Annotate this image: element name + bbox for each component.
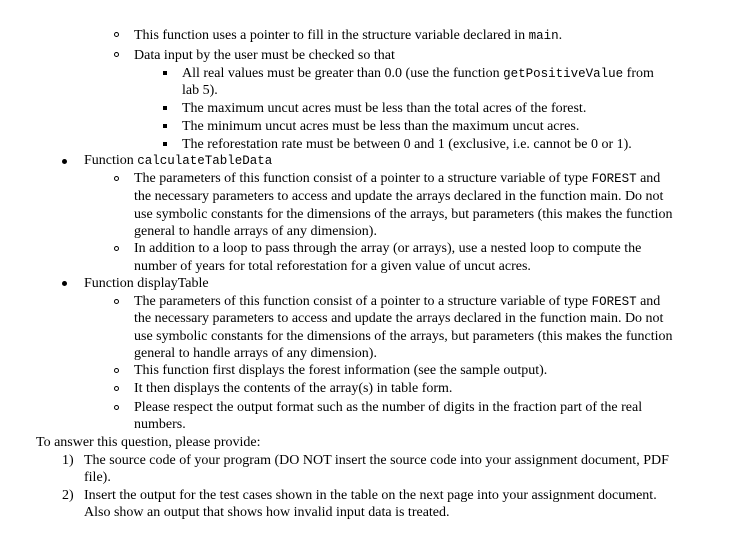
answer-heading: To answer this question, please provide:: [36, 435, 261, 450]
text-line: use symbolic constants for the dimensions of the arrays, but parameters (this makes the function: [134, 329, 673, 344]
section-heading: Function displayTable: [84, 276, 209, 291]
sub-bullet: [114, 405, 119, 410]
main-bullet: [62, 159, 67, 164]
text-line: Please respect the output format such as the number of digits in the fraction part of the real: [134, 400, 643, 415]
text-line: use symbolic constants for the dimensions of the arrays, but parameters (this makes the function: [134, 207, 673, 222]
text-line: All real values must be greater than 0.0 (use the function getPositiveValue from: [182, 66, 654, 81]
text-line: This function uses a pointer to fill in the structure variable declared in main.: [134, 28, 563, 43]
square-bullet: [163, 124, 167, 128]
text-line: number of years for total reforestation for a given value of uncut acres.: [134, 259, 531, 274]
square-bullet: [163, 71, 167, 75]
sub-bullet: [114, 368, 119, 373]
text-line: The minimum uncut acres must be less than the maximum uncut acres.: [182, 119, 580, 134]
sub-bullet: [114, 299, 119, 304]
text-line: The reforestation rate must be between 0 and 1 (exclusive, i.e. cannot be 0 or 1).: [182, 137, 632, 152]
text-line: The parameters of this function consist of a pointer to a structure variable of type FOREST and: [134, 171, 661, 186]
text-line: It then displays the contents of the array(s) in table form.: [134, 381, 453, 396]
sub-bullet: [114, 176, 119, 181]
list-number: 2): [62, 488, 74, 503]
text-line: In addition to a loop to pass through the array (or arrays), use a nested loop to compute the: [134, 241, 642, 256]
section-heading: Function calculateTableData: [84, 153, 273, 168]
sub-bullet: [114, 52, 119, 57]
text-line: numbers.: [134, 417, 186, 432]
list-number: 1): [62, 453, 74, 468]
square-bullet: [163, 142, 167, 146]
text-line: lab 5).: [182, 83, 218, 98]
text-line: Insert the output for the test cases shown in the table on the next page into your assignment document.: [84, 488, 657, 503]
sub-bullet: [114, 32, 119, 37]
text-line: Also show an output that shows how invalid input data is treated.: [84, 505, 450, 520]
text-line: general to handle arrays of any dimension).: [134, 346, 377, 361]
text-line: general to handle arrays of any dimension).: [134, 224, 377, 239]
square-bullet: [163, 106, 167, 110]
text-line: the necessary parameters to access and update the arrays declared in the function main. Do not: [134, 189, 664, 204]
text-line: This function first displays the forest information (see the sample output).: [134, 363, 548, 378]
sub-bullet: [114, 386, 119, 391]
text-line: The parameters of this function consist of a pointer to a structure variable of type FOREST and: [134, 294, 661, 309]
main-bullet: [62, 281, 67, 286]
text-line: file).: [84, 470, 111, 485]
text-line: Data input by the user must be checked so that: [134, 48, 395, 63]
text-line: the necessary parameters to access and update the arrays declared in the function main. Do not: [134, 311, 664, 326]
sub-bullet: [114, 246, 119, 251]
text-line: The source code of your program (DO NOT insert the source code into your assignment document, PDF: [84, 453, 669, 468]
text-line: The maximum uncut acres must be less than the total acres of the forest.: [182, 101, 587, 116]
